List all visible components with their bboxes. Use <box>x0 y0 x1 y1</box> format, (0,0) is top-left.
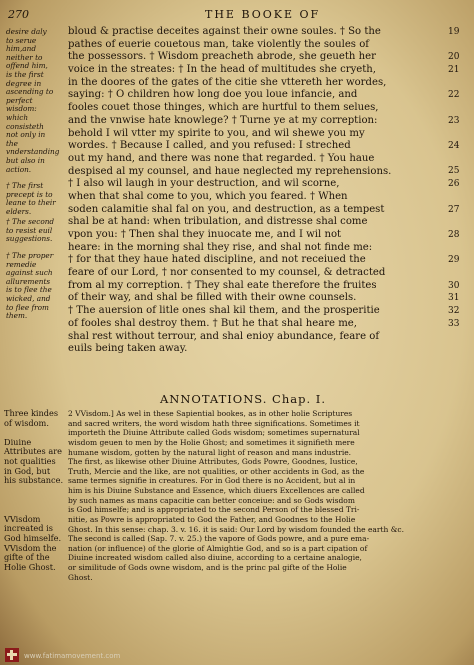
verse-number: 26 <box>448 179 460 190</box>
annotation-side-note: Three kindes of wisdom. <box>4 408 59 428</box>
verse-number: 23 <box>448 115 460 126</box>
text-line: of their way, and shal be filled with their owne counsels. <box>68 292 357 304</box>
annotation-text <box>68 409 460 582</box>
annotation-line: same termes signifie in creatures. For in God there is no Accident, but al in <box>68 476 356 486</box>
verse-number: 19 <box>448 27 460 37</box>
text-line: wordes. † Because I called, and you refused: I streched <box>68 140 351 152</box>
annotation-line: humane wisdom, gotten by the natural light of reason and mans industrie. <box>68 447 352 457</box>
text-line: shal rest without terrour, and shal enioy abundance, feare of <box>68 330 380 342</box>
annotations-heading: ANNOTATIONS. Chap. I. <box>160 392 326 406</box>
annotation-line: The first, as likewise other Diuine Attributes, Gods Powre, Goodnes, Iustice, <box>68 457 358 467</box>
text-line: in the doores of the gates of the citie she vttereth her wordes, <box>68 76 387 88</box>
annotation-line: The second is called (Sap. 7. v. 25.) the vapore of Gods powre, and a pure ema- <box>68 534 370 544</box>
text-line: vpon you: † Then shal they inuocate me, and I wil not <box>68 229 342 240</box>
text-line: feare of our Lord, † nor consented to my counsel, & detracted <box>68 267 386 279</box>
text-line: when that shal come to you, which you feared. † When <box>68 190 348 202</box>
text-line: saying: † O children how long doe you loue infancie, and <box>68 89 358 101</box>
main-text <box>68 26 443 356</box>
annotation-line: is God himselfe; and is appropriated to the second Person of the blessed Tri- <box>68 505 360 515</box>
text-line: heare: in the morning shal they rise, and shal not finde me: <box>68 241 373 253</box>
annotation-line: nitie, as Powre is appropriated to God the Father, and Goodnes to the Holie <box>68 514 356 524</box>
running-title: THE BOOKE OF <box>205 8 321 21</box>
text-line: behold I wil vtter my spirite to you, and wil shewe you my <box>68 127 365 139</box>
annotation-line: and sacred writers, the word wisdom hath three significations. Sometimes it <box>68 418 360 428</box>
annotation-side-note: VVisdom the gifte of the Holie Ghost. <box>4 542 57 572</box>
verse-number: 31 <box>448 293 460 304</box>
annotation-line: Ghost. <box>68 572 93 582</box>
verse-number: 30 <box>448 280 460 291</box>
text-line: out my hand, and there was none that regarded. † You haue <box>68 152 375 164</box>
text-line: soden calamitie shal fal on you, and destruction, as a tempest <box>68 203 385 215</box>
verse-number: 29 <box>448 255 460 266</box>
text-line: † I also wil laugh in your destruction, and wil scorne, <box>68 178 340 190</box>
cross-logo-icon <box>5 648 19 662</box>
text-line: voice in the streates: † In the head of multitudes she cryeth, <box>68 64 377 76</box>
text-line: of fooles shal destroy them. † But he that shal heare me, <box>68 317 357 329</box>
text-line: the possessors. † Wisdom preacheth abrode, she geueth her <box>68 51 376 63</box>
text-line: shal be at hand: when tribulation, and distresse shal come <box>68 216 368 228</box>
verse-number: 28 <box>448 229 460 240</box>
text-line: bloud & practise deceites against their owne soules. † So the <box>68 26 381 37</box>
text-line: † The auersion of litle ones shal kil them, and the prosperitie <box>68 305 380 317</box>
watermark: www.fatimamovement.com <box>24 652 121 660</box>
text-line: euils being taken away. <box>68 343 188 355</box>
annotation-line: or similitude of Gods owne wisdom, and is the princ pal gifte of the Holie <box>68 563 347 572</box>
text-line: † for that they haue hated discipline, and not receiued the <box>68 254 366 266</box>
text-line: and the vnwise hate knowlege? † Turne ye at my correption: <box>68 114 378 126</box>
annotation-line: importeth the Diuine Attribute called Gods wisdom; sometimes supernatural <box>68 428 360 438</box>
verse-number: 24 <box>448 141 460 152</box>
margin-note: † The second to resist euil suggestions. <box>6 217 55 244</box>
text-line: despised al my counsel, and haue neglected my reprehensions. <box>68 165 392 177</box>
verse-number: 22 <box>448 90 460 101</box>
margin-note: desire daly to serue him,and neither to offend him, is the first degree in ascending to perfect wisdom: which consisteth not only in the vnderstanding but also in action. <box>6 27 60 174</box>
annotation-line: Truth, Mercie and the like, are not qualities, or other accidents in God, as the <box>68 466 365 476</box>
annotation-line: nation (or influence) of the glorie of Almightie God, and so is a part cipation of <box>68 543 368 553</box>
text-line: from al my correption. † They shal eate therefore the fruites <box>68 279 377 291</box>
annotation-line: by such names as mans capacitie can better conceiue: and so Gods wisdom <box>68 495 355 505</box>
annotation-line: Diuine increated wisdom called also diuine, according to a certaine analogie, <box>68 553 362 563</box>
annotation-line: him is his Diuine Substance and Essence, which diuers Excellences are called <box>68 486 365 495</box>
text-line: fooles couet those thinges, which are hurtful to them selues, <box>68 102 379 114</box>
annotation-line: Ghost. In this sense: chap. 3. v. 16. it is said: Our Lord by wisdom founded the earth &c. <box>68 524 404 534</box>
margin-note: † The first precept is to leane to their elders. <box>6 181 56 216</box>
verse-number: 21 <box>448 65 460 76</box>
verse-number: 20 <box>448 52 460 63</box>
verse-number: 32 <box>448 305 460 316</box>
verse-number: 27 <box>448 204 460 215</box>
page-header <box>0 6 474 22</box>
annotation-side-note: Diuine Attributes are not qualities in God, but his substance. <box>4 436 64 486</box>
page-number: 270 <box>8 8 29 21</box>
verse-number: 25 <box>448 166 460 177</box>
margin-note: † The proper remedie against such allurements is to flee the wicked, and to flee from them. <box>6 251 54 321</box>
annotation-line: 2 VVisdom.] As wel in these Sapiential bookes, as in other holie Scriptures <box>68 409 353 418</box>
text-line: pathes of euerie couetous man, take violently the soules of <box>68 38 370 50</box>
annotation-side-note: VVisdom increated is God himselfe. <box>4 513 62 543</box>
annotation-line: wisdom geuen to men by the Holie Ghost; and sometimes it signifieth mere <box>68 437 355 447</box>
verse-number: 33 <box>448 318 460 329</box>
